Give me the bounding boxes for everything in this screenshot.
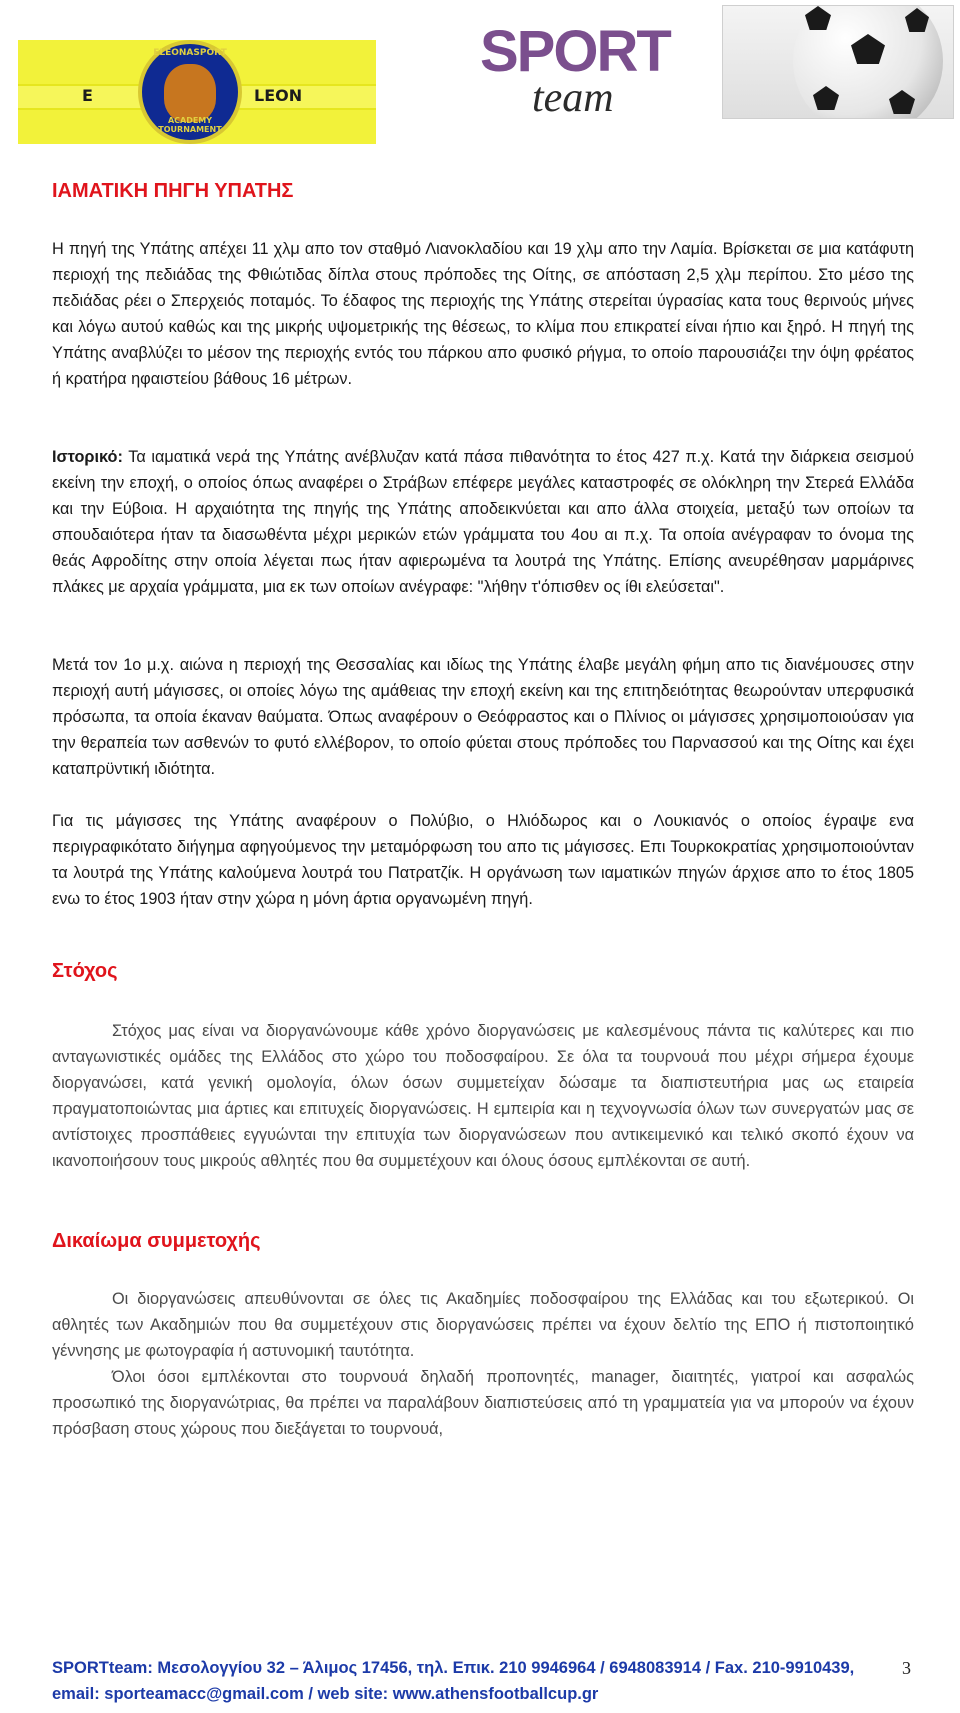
soccer-ball-image (722, 5, 954, 119)
logo-name: ELEONASPORT (153, 48, 227, 58)
logo-subtitle: ACADEMY TOURNAMENT (158, 116, 222, 134)
logo-right-word: LEON (254, 86, 303, 105)
paragraph-participation: Οι διοργανώσεις απευθύνονται σε όλες τις Ακαδημίες ποδοσφαίρου της Ελλάδας και του εξωτερικού. Οι αθλητές των Ακαδημιών που θα συμμετέχουν στις διοργανώσεις πρέπει να έχουν δελτίο της ΕΠΟ ή πιστοποιητικό γέννησης με φωτογραφία ή αστυνομική ταυτότητα. (52, 1290, 914, 1360)
section-title-participation: Δικαίωμα συμμετοχής (52, 1230, 261, 1252)
soccer-ball-icon (793, 5, 943, 119)
paragraph-witches: Μετά τον 1ο μ.χ. αιώνα η περιοχή της Θεσσαλίας και ιδίως της Υπάτης έλαβε μεγάλη φήμη απο τις διανέμουσες στην περιοχή αυτή μάγισσες, οι οποίες λόγω της αμάθειας την εποχή εκείνη και της επιτηδειότητας θεωρούνταν υπερφυσικά πρόσωπα, τα οποία έκαναν θαύματα. Όπως αναφέρουν ο Θεόφραστος και ο Πλίνιος οι μάγισσες χρησιμοποιούσαν για την θεραπεία των ασθενών το φυτό ελλέβορον, το οποίο φύεται στους πρόποδες του Παρνασσού και της Οίτης και έχει καταπρϋντική ιδιότητα. (52, 656, 914, 778)
paragraph-writers: Για τις μάγισσες της Υπάτης αναφέρουν ο Πολύβιο, ο Ηλιόδωρος και ο Λουκιανός ο οποίος έγραψε ενα περιγραφικότατο διήγημα αφηγούμενος την μεταμόρφωση του απο τις μάγισσες. Επι Τουρκοκρατίας χρησιμοποιούνταν τα λουτρά της Υπάτης καλούμενα λουτρά του Πατρατζίκ. Η οργάνωση των ιαματικών πηγών άρχισε απο το έτος 1805 ενω το έτος 1903 ήταν στην χώρα η μόνη άρτια οργανωμένη πηγή. (52, 812, 914, 908)
sportteam-logo (480, 18, 750, 128)
lion-badge-icon (138, 40, 242, 144)
paragraph-goal: Στόχος μας είναι να διοργανώνουμε κάθε χρόνο διοργανώσεις με καλεσμένους πάντα τις καλύτερες και πιο ανταγωνιστικές ομάδες της Ελλάδος στο χώρο του ποδοσφαίρου. Σε όλα τα τουρνουά που μέχρι σήμερα έχουμε διοργανώσει, κατά γενική ομολογία, όλων όσων συμμετείχαν δώσαμε τα διαπιστευτήρια μας ως εταιρεία πραγματοποιώντας μια άρτιες και επιτυχείς διοργανώσεις. Η εμπειρία και η τεχνογνωσία όλων των συνεργατών μας σε αντίστοιχες προσπάθειες εγγυώνται την επιτυχία των διοργανώσεων που αντικειμενικό και τελικό σκοπό έχουν να ικανοποιήσουν τους μικρούς αθλητές που θα συμμετέχουν και όλους όσους εμπλέκονται σε αυτή. (52, 1022, 914, 1170)
paragraph-spring-location: Η πηγή της Υπάτης απέχει 11 χλμ απο τον σταθμό Λιανοκλαδίου και 19 χλμ απο την Λαμία. Βρίσκεται σε μια κατάφυτη περιοχή της πεδιάδας της Φθιώτιδας δίπλα στους πρόποδες της Οίτης, σε απόσταση 2,5 χλμ περίπου. Στο μέσο της πεδιάδας ρέει ο Σπερχειός ποταμός. Το έδαφος της περιοχής της Υπάτης στερείται ύγρασίας κατα τους θερινούς μήνες και λόγω αυτού καθώς και της μικρής υψομετρικής της θέσεως, το κλίμα που επικρατεί είναι ήπιο και ξηρό. Η πηγή της Υπάτης αναβλύζει το μέσον της περιοχής εντός του πάρκου απο φυσικό ρήγμα, το οποίο παρουσιάζει την όψη φρέατος ή κρατήρα ηφαιστείου βάθους 16 μέτρων. (52, 240, 914, 388)
history-label: Ιστορικό: (52, 448, 123, 466)
lion-icon (164, 64, 216, 122)
history-text: Τα ιαματικά νερά της Υπάτης ανέβλυζαν κατά πάσα πιθανότητα το έτος 427 π.χ. Κατά την διάρκεια σεισμού εκείνη την εποχή, ο οποίος όπως αναφέρει ο Στράβων επέφερε μεγάλες καταστροφές σε ολόκληρη την Στερεά Ελλάδα και την Εύβοια. Η αρχαιότητα της πηγής της Υπάτης αποδεικνύεται και απο άλλα στοιχεία, μεταξύ των οποίων τα σπουδαιότερα ήταν τα διασωθέντα μέχρι μερικών ετών γράμματα του 4ου αι π.χ. Τα οποία ανέγραφαν το όνομα της θεάς Αφροδίτης στην οποία λέγεται πως ήταν αφιερωμένα τα λουτρά της Υπάτης. Επίσης ανευρέθησαν μαρμάρινες πλάκες με αρχαία γράμματα, μια εκ των οποίων ανέγραφε: "λήθην τ'όπισθεν ος ίθι ελεύσεται". (52, 448, 914, 596)
paragraph-history (52, 444, 914, 600)
page-number: 3 (902, 1658, 911, 1678)
eleonasport-logo (18, 40, 376, 144)
footer-contact: SPORTteam: Μεσολογγίου 32 – Άλιμος 17456, τηλ. Επικ. 210 9946964 / 6948083914 / Fax. 210-9910439, email: sporteamacc@gmail.com / web site: www.athensfootballcup.gr (52, 1659, 855, 1703)
section-title-spring: ΙΑΜΑΤΙΚΗ ΠΗΓΗ ΥΠΑΤΗΣ (52, 180, 294, 202)
logo-left-letter: E (82, 86, 93, 105)
logo-sport-text: SPORT (480, 19, 670, 84)
paragraph-accreditation: Όλοι όσοι εμπλέκονται στο τουρνουά δηλαδή προπονητές, manager, διαιτητές, γιατροί και ασφαλώς προσωπικό της διοργανώτριας, θα πρέπει να παραλάβουν διαπιστεύσεις από τη γραμματεία για να μπορούν να έχουν πρόσβαση στους χώρους που διεξάγεται το τουρνουά, (52, 1368, 914, 1438)
section-title-goal: Στόχος (52, 960, 118, 982)
logo-team-word: team (532, 75, 614, 121)
